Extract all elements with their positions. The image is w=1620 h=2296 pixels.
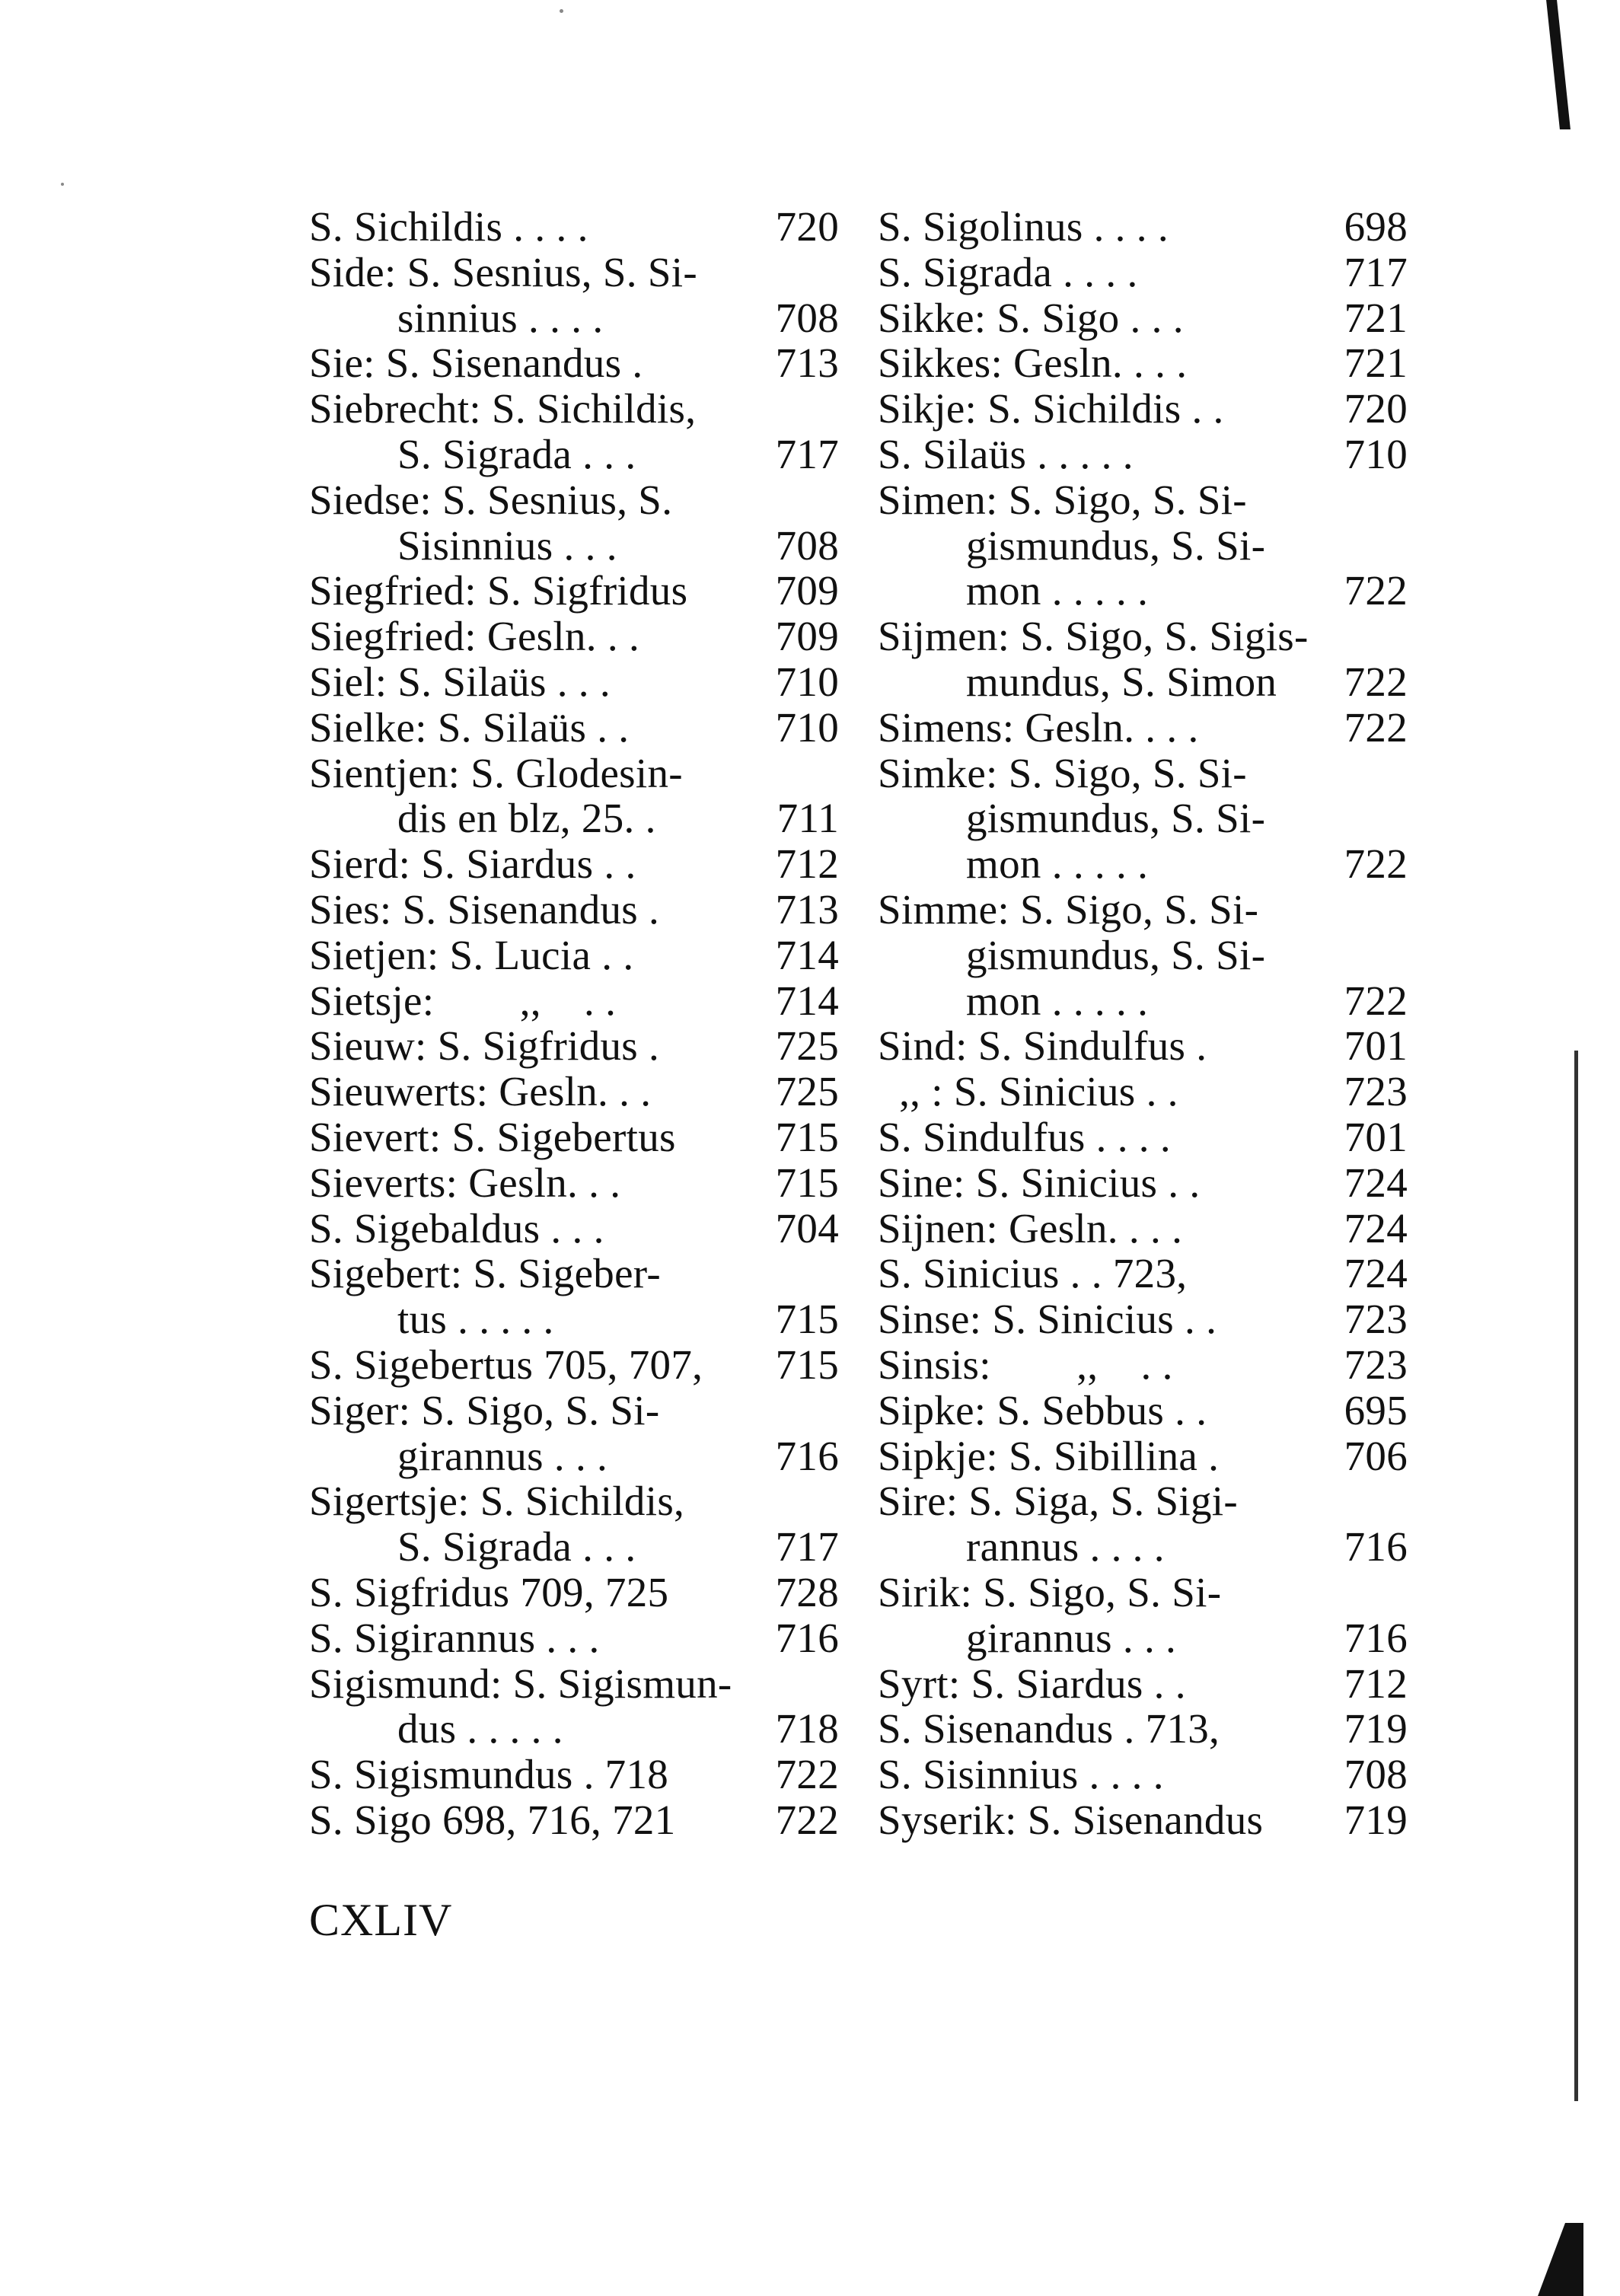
entry-page-number: 722 [1344,703,1408,751]
entry-text: S. Sigfridus 709, 725 [309,1568,669,1615]
index-entry [309,1251,839,1296]
index-entry [878,1342,1408,1388]
index-entry [309,204,839,250]
entry-page-number: 722 [775,1751,839,1798]
index-entry [878,1661,1408,1707]
index-entry [878,841,1408,887]
entry-text: S. Sigrada . . . . [878,248,1138,295]
index-entry [309,1115,839,1160]
entry-page-number: 716 [1344,1614,1408,1661]
index-entry [309,1478,839,1524]
entry-page-number: 710 [775,703,839,751]
entry-page-number: 719 [1344,1796,1408,1843]
entry-text: Simke: S. Sigo, S. Si- [878,749,1247,796]
entry-page-number: 722 [1344,658,1408,705]
entry-page-number: 701 [1344,1113,1408,1160]
entry-text: Sind: S. Sindulfus . [878,1022,1207,1070]
entry-text: S. Sisinnius . . . . [878,1751,1164,1798]
entry-page-number: 722 [1344,567,1408,614]
index-entry [309,751,839,796]
entry-text: Siebrecht: S. Sichildis, [309,385,697,432]
entry-page-number: 713 [775,885,839,933]
index-entry [878,614,1408,659]
index-entry [878,978,1408,1024]
index-entry [309,340,839,386]
index-entry [309,568,839,614]
entry-page-number: 722 [1344,977,1408,1024]
index-entry [309,978,839,1024]
entry-text: S. Sigebaldus . . . [309,1204,604,1252]
index-entry [309,841,839,887]
entry-text: girannus . . . [966,1614,1177,1661]
index-entry [878,340,1408,386]
index-entry [309,1069,839,1115]
entry-text: S. Sigismundus . 718 [309,1751,669,1798]
entry-page-number: 701 [1344,1022,1408,1070]
entry-text: Siegfried: S. Sigfridus [309,567,688,614]
entry-text: Sielke: S. Silaüs . . [309,703,630,751]
entry-text: S. Silaüs . . . . . [878,430,1134,477]
entry-page-number: 695 [1344,1386,1408,1433]
entry-text: Sigismund: S. Sigismun- [309,1660,732,1707]
entry-page-number: 720 [1344,385,1408,432]
entry-page-number: 721 [1344,294,1408,341]
entry-page-number: 724 [1344,1204,1408,1252]
entry-page-number: 725 [775,1022,839,1070]
index-entry [878,432,1408,477]
entry-page-number: 724 [1344,1250,1408,1297]
entry-text: Simen: S. Sigo, S. Si- [878,476,1247,523]
entry-page-number: 712 [775,840,839,888]
index-entry [878,1206,1408,1252]
index-entry [878,204,1408,250]
index-entry [878,1615,1408,1661]
index-entry [878,1296,1408,1342]
entry-page-number: 715 [775,1341,839,1388]
index-entry [309,1206,839,1252]
scan-edge-mark-bottom [1538,2223,1583,2296]
index-entry [878,933,1408,978]
index-entry [309,1661,839,1707]
index-entry [878,1570,1408,1615]
entry-page-number: 706 [1344,1432,1408,1479]
page-number: CXLIV [309,1895,453,1945]
entry-text: sinnius . . . . [397,294,604,341]
index-entry [309,705,839,751]
entry-text: dis en blz, 25. . [397,795,656,842]
entry-page-number: 720 [775,203,839,250]
index-entry [878,1023,1408,1069]
entry-page-number: 710 [1344,430,1408,477]
entry-text: Syrt: S. Siardus . . [878,1660,1186,1707]
index-entry [878,1752,1408,1797]
entry-text: mundus, S. Simon [966,658,1277,705]
entry-page-number: 724 [1344,1159,1408,1206]
scan-speck [560,9,563,13]
entry-text: Sine: S. Sinicius . . [878,1159,1201,1206]
entry-text: S. Sindulfus . . . . [878,1113,1171,1160]
index-entry [309,1570,839,1615]
entry-text: S. Sinicius . . 723, [878,1250,1188,1297]
entry-text: Sire: S. Siga, S. Sigi- [878,1478,1238,1525]
index-entry [878,386,1408,432]
entry-text: Siel: S. Silaüs . . . [309,658,611,705]
entry-text: Sieuwerts: Gesln. . . [309,1068,652,1115]
index-entry [309,432,839,477]
entry-text: Sigebert: S. Sigeber- [309,1250,661,1297]
index-entry [309,295,839,341]
entry-text: gismundus, S. Si- [966,931,1266,978]
index-entry [878,705,1408,751]
entry-page-number: 717 [1344,248,1408,295]
entry-page-number: 715 [775,1113,839,1160]
entry-page-number: 710 [775,658,839,705]
index-entry [309,1797,839,1843]
entry-page-number: 713 [775,340,839,387]
entry-text: gismundus, S. Si- [966,521,1266,569]
index-entry [878,523,1408,569]
index-entry [309,933,839,978]
entry-text: mon . . . . . [966,567,1149,614]
entry-text: mon . . . . . [966,840,1149,888]
entry-text: Siegfried: Gesln. . . [309,613,639,660]
entry-page-number: 717 [775,430,839,477]
index-entry [309,1433,839,1479]
entry-text: Sikkes: Gesln. . . . [878,340,1188,387]
entry-page-number: 712 [1344,1660,1408,1707]
entry-page-number: 717 [775,1523,839,1571]
entry-text: Sies: S. Sisenandus . [309,885,660,933]
index-entry [878,250,1408,295]
index-entry [878,568,1408,614]
entry-page-number: 714 [775,977,839,1024]
index-entry [878,1433,1408,1479]
index-entry [309,1524,839,1570]
entry-text: S. Sigolinus . . . . [878,203,1169,250]
entry-text: Syserik: S. Sisenandus [878,1796,1264,1843]
index-column-left [309,204,839,1843]
scan-edge-mark-top [1546,0,1571,129]
entry-text: Sipkje: S. Sibillina . [878,1432,1220,1479]
entry-text: Sietjen: S. Lucia . . [309,931,634,978]
index-entry [878,1251,1408,1296]
entry-page-number: 722 [1344,840,1408,888]
entry-text: Sikke: S. Sigo . . . [878,294,1184,341]
entry-text: Sientjen: S. Glodesin- [309,749,683,796]
index-entry [878,1478,1408,1524]
entry-page-number: 709 [775,613,839,660]
entry-page-number: 708 [1344,1751,1408,1798]
entry-page-number: 698 [1344,203,1408,250]
index-entry [309,1342,839,1388]
index-entry [878,1069,1408,1115]
index-entry [878,751,1408,796]
entry-text: Sieuw: S. Sigfridus . [309,1022,660,1070]
index-entry [309,250,839,295]
entry-text: Simens: Gesln. . . . [878,703,1199,751]
index-entry [878,1115,1408,1160]
index-entry [878,796,1408,841]
entry-text: ,, : S. Sinicius . . [878,1068,1178,1115]
entry-text: S. Sigirannus . . . [309,1614,600,1661]
entry-page-number: 728 [775,1568,839,1615]
entry-page-number: 721 [1344,340,1408,387]
index-column-right [878,204,1408,1843]
index-entry [309,477,839,523]
scan-speck [61,183,64,186]
index-entry [878,1160,1408,1206]
index-entry [309,1160,839,1206]
index-entry [309,1388,839,1433]
entry-text: dus . . . . . [397,1705,563,1752]
index-entry [878,1706,1408,1752]
index-entry [309,887,839,933]
index-entry [309,796,839,841]
index-entry [309,1296,839,1342]
entry-text: girannus . . . [397,1432,608,1479]
entry-text: S. Sichildis . . . . [309,203,588,250]
index-entry [309,1752,839,1797]
index-entry [309,523,839,569]
entry-text: Sigertsje: S. Sichildis, [309,1478,685,1525]
entry-text: tus . . . . . [397,1296,554,1343]
scan-edge-line [1574,1051,1578,2101]
entry-text: Side: S. Sesnius, S. Si- [309,248,697,295]
entry-text: S. Sigebertus 705, 707, [309,1341,703,1388]
entry-page-number: 722 [775,1796,839,1843]
index-entry [878,1797,1408,1843]
entry-page-number: 716 [775,1614,839,1661]
entry-text: Sinse: S. Sinicius . . [878,1296,1217,1343]
entry-text: Sieverts: Gesln. . . [309,1159,621,1206]
entry-text: Sisinnius . . . [397,521,617,569]
entry-page-number: 723 [1344,1296,1408,1343]
entry-text: S. Sigrada . . . [397,1523,636,1571]
entry-text: Sievert: S. Sigebertus [309,1113,676,1160]
entry-text: Sierd: S. Siardus . . [309,840,636,888]
entry-text: Sirik: S. Sigo, S. Si- [878,1568,1222,1615]
entry-text: S. Sigo 698, 716, 721 [309,1796,676,1843]
entry-page-number: 715 [775,1159,839,1206]
index-entry [878,659,1408,705]
entry-page-number: 711 [777,795,839,842]
entry-text: Sijmen: S. Sigo, S. Sigis- [878,613,1309,660]
entry-text: Sie: S. Sisenandus . [309,340,643,387]
entry-text: Siedse: S. Sesnius, S. [309,476,673,523]
index-entry [878,1388,1408,1433]
entry-text: Sijnen: Gesln. . . . [878,1204,1183,1252]
entry-text: Simme: S. Sigo, S. Si- [878,885,1259,933]
index-entry [309,1706,839,1752]
entry-text: S. Sigrada . . . [397,430,636,477]
index-entry [309,386,839,432]
index-entry [878,295,1408,341]
index-entry [878,477,1408,523]
entry-page-number: 719 [1344,1705,1408,1752]
entry-page-number: 715 [775,1296,839,1343]
entry-text: Siger: S. Sigo, S. Si- [309,1386,660,1433]
entry-page-number: 723 [1344,1341,1408,1388]
index-entry [309,1023,839,1069]
entry-page-number: 714 [775,931,839,978]
entry-page-number: 725 [775,1068,839,1115]
entry-text: S. Sisenandus . 713, [878,1705,1220,1752]
index-entry [878,1524,1408,1570]
entry-page-number: 718 [775,1705,839,1752]
entry-page-number: 708 [775,521,839,569]
entry-page-number: 716 [1344,1523,1408,1571]
entry-text: Sietsje: ,, . . [309,977,617,1024]
index-entry [309,614,839,659]
entry-page-number: 709 [775,567,839,614]
index-entry [878,887,1408,933]
entry-text: Sipke: S. Sebbus . . [878,1386,1207,1433]
entry-text: rannus . . . . [966,1523,1165,1571]
entry-page-number: 723 [1344,1068,1408,1115]
entry-page-number: 716 [775,1432,839,1479]
entry-text: mon . . . . . [966,977,1149,1024]
index-entry [309,659,839,705]
entry-text: Sinsis: ,, . . [878,1341,1173,1388]
entry-page-number: 708 [775,294,839,341]
index-entry [309,1615,839,1661]
entry-text: Sikje: S. Sichildis . . [878,385,1224,432]
entry-page-number: 704 [775,1204,839,1252]
entry-text: gismundus, S. Si- [966,795,1266,842]
